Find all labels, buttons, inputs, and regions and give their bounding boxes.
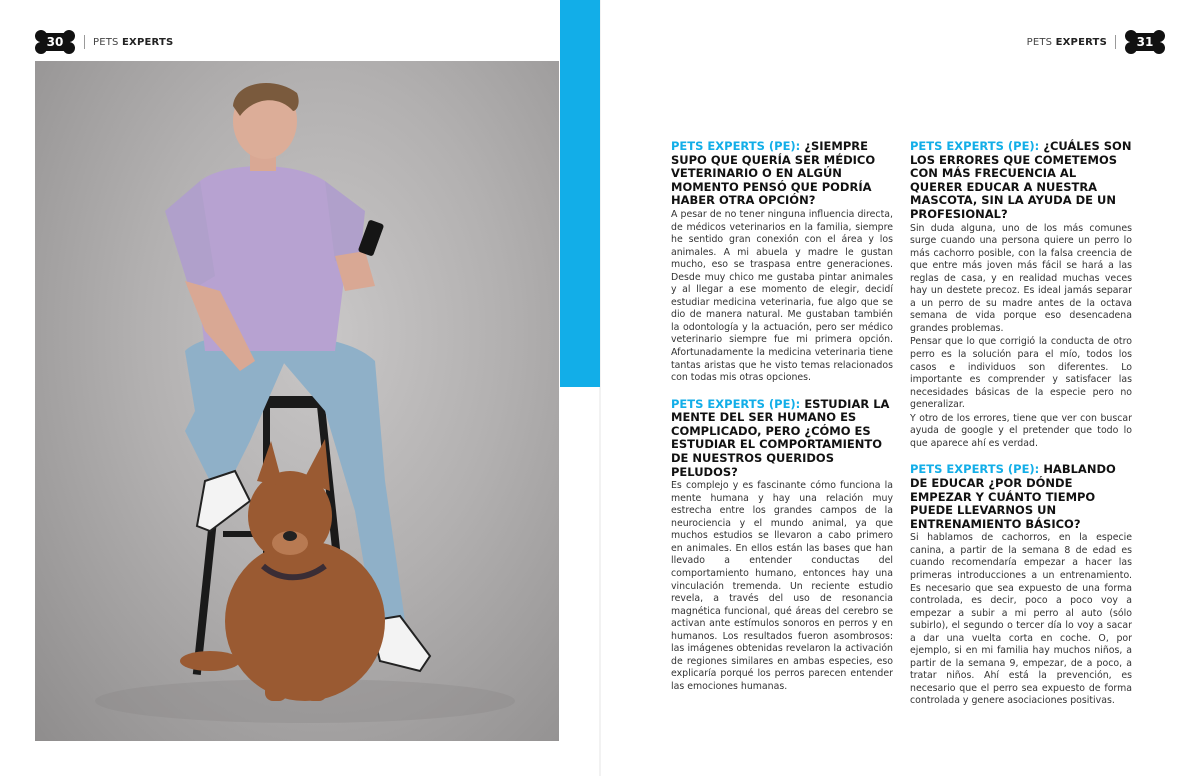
question-text: ¿SIEMPRE SUPO QUE QUERÍA SER MÉDICO VETERINARIO O EN ALGÚN MOMENTO PENSÓ QUE PODRÍA HABER OTRA OPCIÓN? (671, 139, 876, 208)
interview-question (671, 140, 893, 208)
header-separator (84, 35, 85, 49)
pub-name-bold: EXPERTS (122, 36, 174, 48)
bone-page-number-right (1124, 28, 1166, 56)
bone-page-number-left (34, 28, 76, 56)
interviewer-tag: PETS EXPERTS (PE): (671, 139, 801, 153)
answer-paragraph: A pesar de no tener ninguna influencia directa, de médicos veterinarios en la familia, siempre he sentido gran conexión con el área y los animales. A mi abuela y madre le gustan mucho, eso se traspasa entre generaciones. Desde muy chico me gustaba pintar animales y al llegar a ese momento de elegir, decidí estudiar medicina veterinaria, fue algo que se dio de manera natural. Me gustaban también la odontología y la actuación, pero ser médico veterinario siempre fue mi primera opción. Afortunadamente la medicina veterinaria tiene tantas aristas que he visto temas relacionados con todas mis otras opciones. (671, 208, 893, 384)
interviewer-tag: PETS EXPERTS (PE): (910, 139, 1040, 153)
interviewer-tag: PETS EXPERTS (PE): (910, 462, 1040, 477)
portrait-photo (35, 61, 559, 741)
page-number: 30 (46, 35, 64, 49)
answer-paragraph: Es complejo y es fascinante cómo funciona la mente humana y hay una relación muy estrecha entre los grandes campos de la neurociencia y el mundo animal, ya que muchos estudios se llevaron a cabo primero en animales. En ellos están las bases que han llevado a entender conductas del comportamiento humano, entonces hay una vinculación tremenda. Un reciente estudio revela, a través del uso de resonancia magnética funcional, qué áreas del cerebro se activan ante estímulos sonoros en perros y en humanos. Los resultados fueron asombrosos: las imágenes obtenidas revelaron la activación de regiones similares en ambas especies, eso explicaría porqué los perros parecen entender las emociones humanas. (671, 480, 893, 692)
page-number: 31 (1136, 35, 1154, 49)
left-page-header (34, 28, 173, 56)
interview-question (910, 463, 1132, 531)
accent-bar (560, 0, 600, 387)
question-text: HABLANDO DE EDUCAR ¿POR DÓNDE EMPEZAR Y CUÁNTO TIEMPO PUEDE LLEVARNOS UN ENTRENAMIENTO BÁSICO? (910, 462, 1116, 531)
header-separator (1115, 35, 1116, 49)
article-column-2 (910, 140, 1132, 708)
interview-question (671, 398, 893, 480)
pub-name-light: PETS (1026, 36, 1053, 48)
photo-illustration (35, 61, 559, 741)
interview-question (910, 140, 1132, 222)
answer-paragraph: Si hablamos de cachorros, en la especie canina, a partir de la semana 8 de edad es cuando recomendaría empezar a hacer las primeras introducciones a un entrenamiento. Es necesario que sea expuesto de una forma controlada, es decir, poco a poco voy a empezar a subir a mi perro al auto (sólo subirlo), el segundo o tercer día lo voy a sacar a dar una vuelta corta en coche. O, por ejemplo, si en mi familia hay muchos niños, a partir de la semana 9, empezar, de a poco, a tratar niños. Ahí está la prevención, es necesario que el perro sea expuesto de forma controlada y genere asociaciones positivas. (910, 532, 1132, 707)
answer-paragraph: Pensar que lo que corrigió la conducta de otro perro es la solución para el mío, todos los casos e individuos son diferentes. Lo importante es comprender y satisfacer las necesidades básicas de la especie pero no generalizar. (910, 336, 1132, 411)
publication-name (93, 37, 173, 48)
publication-name (1027, 37, 1107, 48)
right-page-header (1027, 28, 1166, 56)
question-text: ¿CUÁLES SON LOS ERRORES QUE COMETEMOS CON MÁS FRECUENCIA AL QUERER EDUCAR A NUESTRA MASCOTA, SIN LA AYUDA DE UN PROFESIONAL? (910, 139, 1132, 221)
interviewer-tag: PETS EXPERTS (PE): (671, 396, 801, 411)
question-text: ESTUDIAR LA MENTE DEL SER HUMANO ES COMPLICADO, PERO ¿CÓMO ES ESTUDIAR EL COMPORTAMIENTO DE NUESTROS QUERIDOS PELUDOS? (671, 396, 890, 479)
pub-name-light: PETS (93, 36, 119, 48)
answer-paragraph: Sin duda alguna, uno de los más comunes surge cuando una persona quiere un perro lo más cachorro posible, con la falsa creencia de que entre más joven más fácil se hará a las reglas de casa, y en realidad muchas veces hay un destete precoz. Es ideal jamás separar a un perro de su madre antes de la octava semana de vida porque eso desencadena grandes problemas. (910, 222, 1132, 334)
pub-name-bold: EXPERTS (1055, 36, 1107, 48)
answer-paragraph: Y otro de los errores, tiene que ver con buscar ayuda de google y el pretender que todo lo que aparece ahí es verdad. (910, 412, 1132, 449)
article-column-1 (671, 140, 893, 693)
